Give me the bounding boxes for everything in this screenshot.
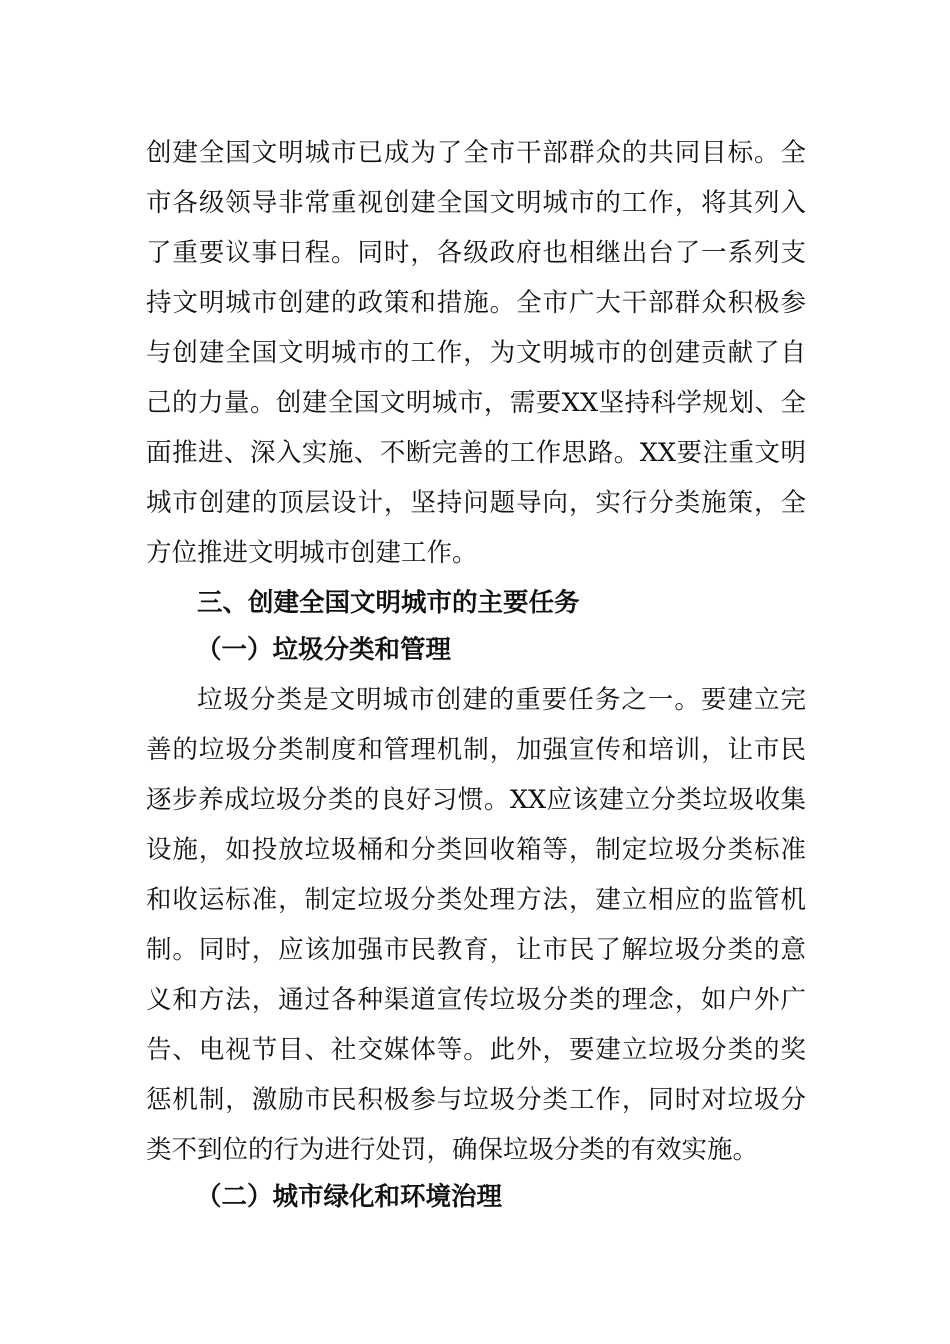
paragraph2-line: 类不到位的行为进行处罚，确保垃圾分类的有效实施。	[146, 1135, 759, 1165]
paragraph1-line: 与创建全国文明城市的工作，为文明城市的创建贡献了自	[146, 338, 806, 368]
paragraph1-line: 持文明城市创建的政策和措施。全市广大干部群众积极参	[146, 288, 806, 318]
paragraph2-line: 善的垃圾分类制度和管理机制，加强宣传和培训，让市民	[146, 735, 806, 765]
section-heading: 三、创建全国文明城市的主要任务	[197, 588, 580, 618]
paragraph1-line: 市各级领导非常重视创建全国文明城市的工作，将其列入	[146, 188, 806, 218]
paragraph2-line: 设施，如投放垃圾桶和分类回收箱等，制定垃圾分类标准	[146, 835, 806, 865]
paragraph2-line: 制。同时，应该加强市民教育，让市民了解垃圾分类的意	[146, 935, 806, 965]
paragraph2-line: 和收运标准，制定垃圾分类处理方法，建立相应的监管机	[146, 885, 806, 915]
paragraph1-line: 了重要议事日程。同时，各级政府也相继出台了一系列支	[146, 238, 806, 268]
paragraph1-line: 己的力量。创建全国文明城市，需要XX坚持科学规划、全	[146, 388, 806, 418]
paragraph2-line: 垃圾分类是文明城市创建的重要任务之一。要建立完	[197, 685, 806, 715]
paragraph1-line: 城市创建的顶层设计，坚持问题导向，实行分类施策，全	[146, 488, 806, 518]
paragraph2-line: 告、电视节目、社交媒体等。此外，要建立垃圾分类的奖	[146, 1035, 806, 1065]
paragraph1-line: 面推进、深入实施、不断完善的工作思路。XX要注重文明	[146, 438, 806, 468]
subsection-heading: （一）垃圾分类和管理	[196, 635, 452, 665]
paragraph2-line: 逐步养成垃圾分类的良好习惯。XX应该建立分类垃圾收集	[146, 785, 806, 815]
paragraph1-line: 方位推进文明城市创建工作。	[146, 538, 478, 568]
paragraph2-line: 惩机制，激励市民积极参与垃圾分类工作，同时对垃圾分	[146, 1085, 806, 1115]
subsection-heading: （二）城市绿化和环境治理	[196, 1182, 503, 1212]
paragraph1-line: 创建全国文明城市已成为了全市干部群众的共同目标。全	[146, 138, 806, 168]
paragraph2-line: 义和方法，通过各种渠道宣传垃圾分类的理念，如户外广	[146, 985, 806, 1015]
